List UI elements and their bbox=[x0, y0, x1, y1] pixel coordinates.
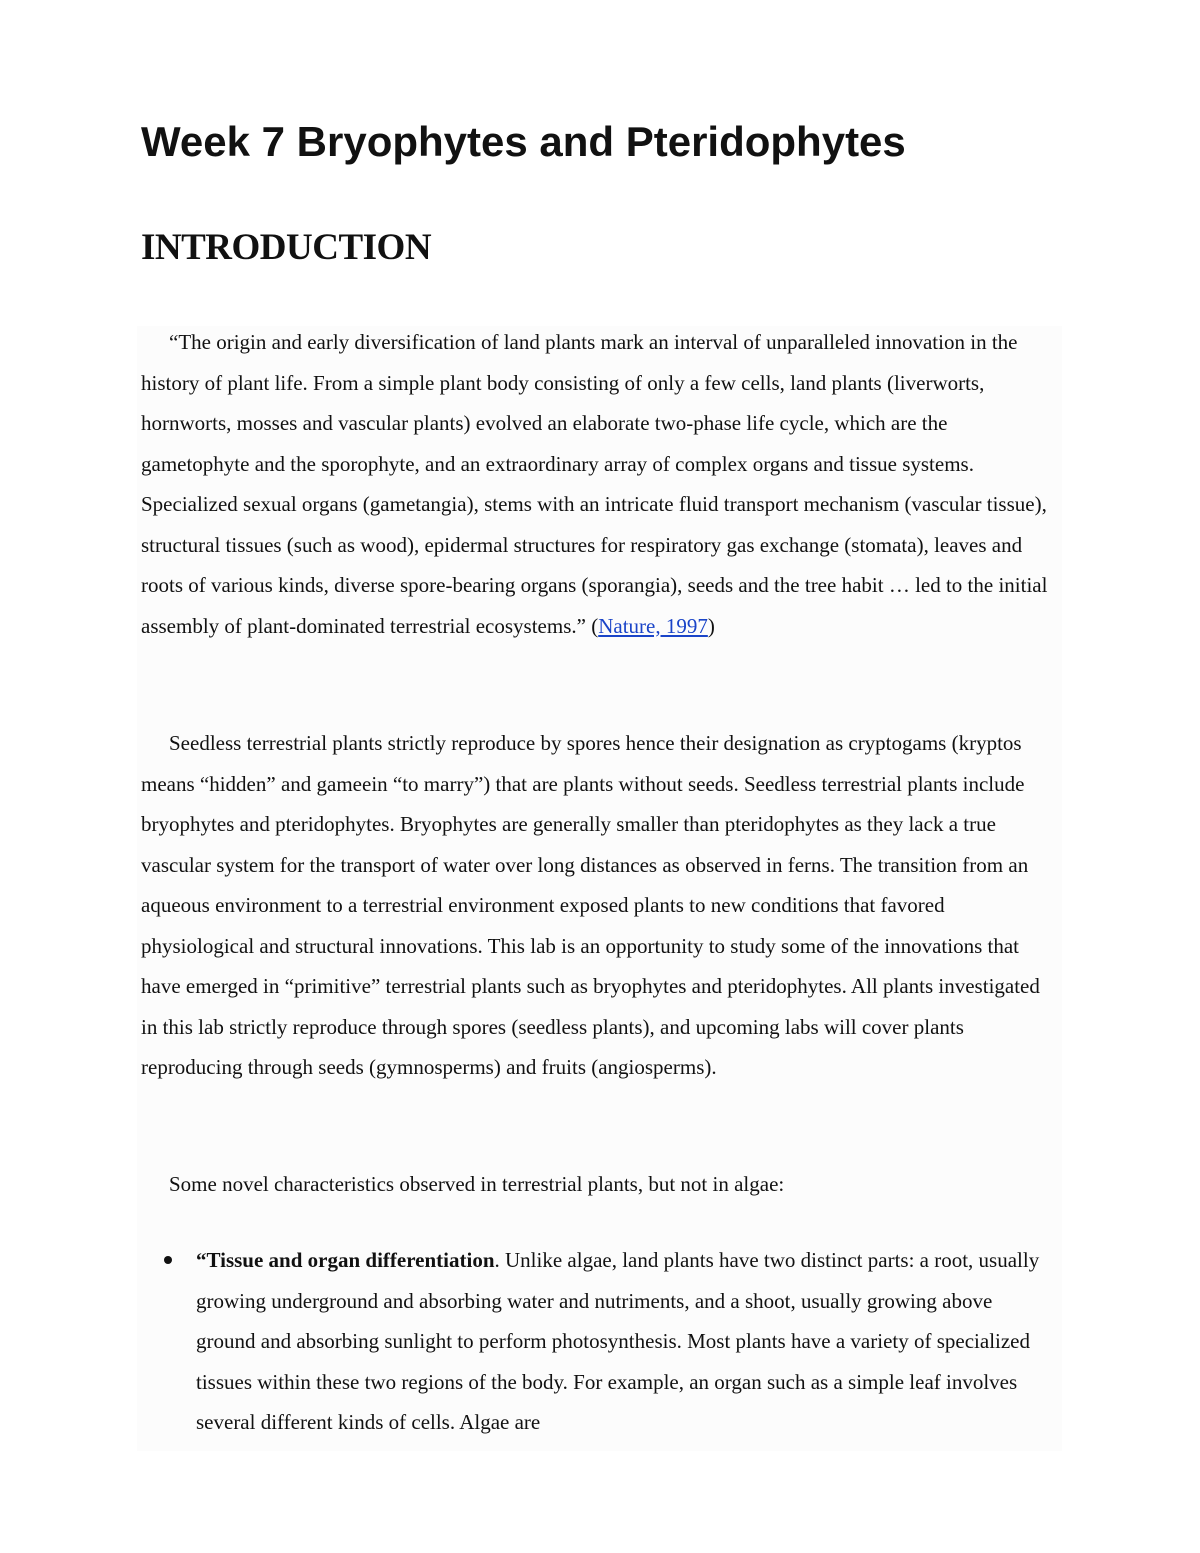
citation-link-nature-1997[interactable]: Nature, 1997 bbox=[598, 613, 708, 638]
list-item bbox=[141, 1240, 1056, 1443]
paragraph-nature-quote bbox=[141, 322, 1056, 646]
paragraph-novel-characteristics: Some novel characteristics observed in terrestrial plants, but not in algae: bbox=[169, 1172, 785, 1196]
quote-text: “The origin and early diversification of land plants mark an interval of unparalleled innovation in the history of plant life. From a simple plant body consisting of only a few cells, land plants (liverworts, hornworts, mosses and vascular plants) evolved an elaborate two-phase life cycle, which are the gametophyte and the sporophyte, and an extraordinary array of complex organs and tissue systems. Specialized sexual organs (gametangia), stems with an intricate fluid transport mechanism (vascular tissue), structural tissues (such as wood), epidermal structures for respiratory gas exchange (stomata), leaves and roots of various kinds, diverse spore-bearing organs (sporangia), seeds and the tree habit … led to the initial assembly of plant-dominated terrestrial ecosystems.” ( bbox=[141, 330, 1048, 638]
characteristics-list bbox=[141, 1240, 1056, 1443]
document-title: Week 7 Bryophytes and Pteridophytes bbox=[141, 118, 906, 165]
bullet-icon bbox=[164, 1256, 172, 1264]
section-heading-introduction: INTRODUCTION bbox=[141, 227, 432, 268]
paragraph-seedless-plants: Seedless terrestrial plants strictly reproduce by spores hence their designation as cryptogams (kryptos means “hidden” and gameein “to marry”) that are plants without seeds. Seedless terrestrial plants include bryophytes and pteridophytes. Bryophytes are generally smaller than pteridophytes as they lack a true vascular system for the transport of water over long distances as observed in ferns. The transition from an aqueous environment to a terrestrial environment exposed plants to new conditions that favored physiological and structural innovations. This lab is an opportunity to study some of the innovations that have emerged in “primitive” terrestrial plants such as bryophytes and pteridophytes. All plants investigated in this lab strictly reproduce through spores (seedless plants), and upcoming labs will cover plants reproducing through seeds (gymnosperms) and fruits (angiosperms). bbox=[141, 731, 1040, 1079]
list-item-text: . Unlike algae, land plants have two distinct parts: a root, usually growing underground and absorbing water and nutriments, and a shoot, usually growing above ground and absorbing sunlight to perform photosynthesis. Most plants have a variety of specialized tissues within these two regions of the body. For example, an organ such as a simple leaf involves several different kinds of cells. Algae are bbox=[196, 1248, 1040, 1434]
quote-closing: ) bbox=[707, 613, 715, 638]
list-item-bold-lead: “Tissue and organ differentiation bbox=[196, 1248, 495, 1272]
